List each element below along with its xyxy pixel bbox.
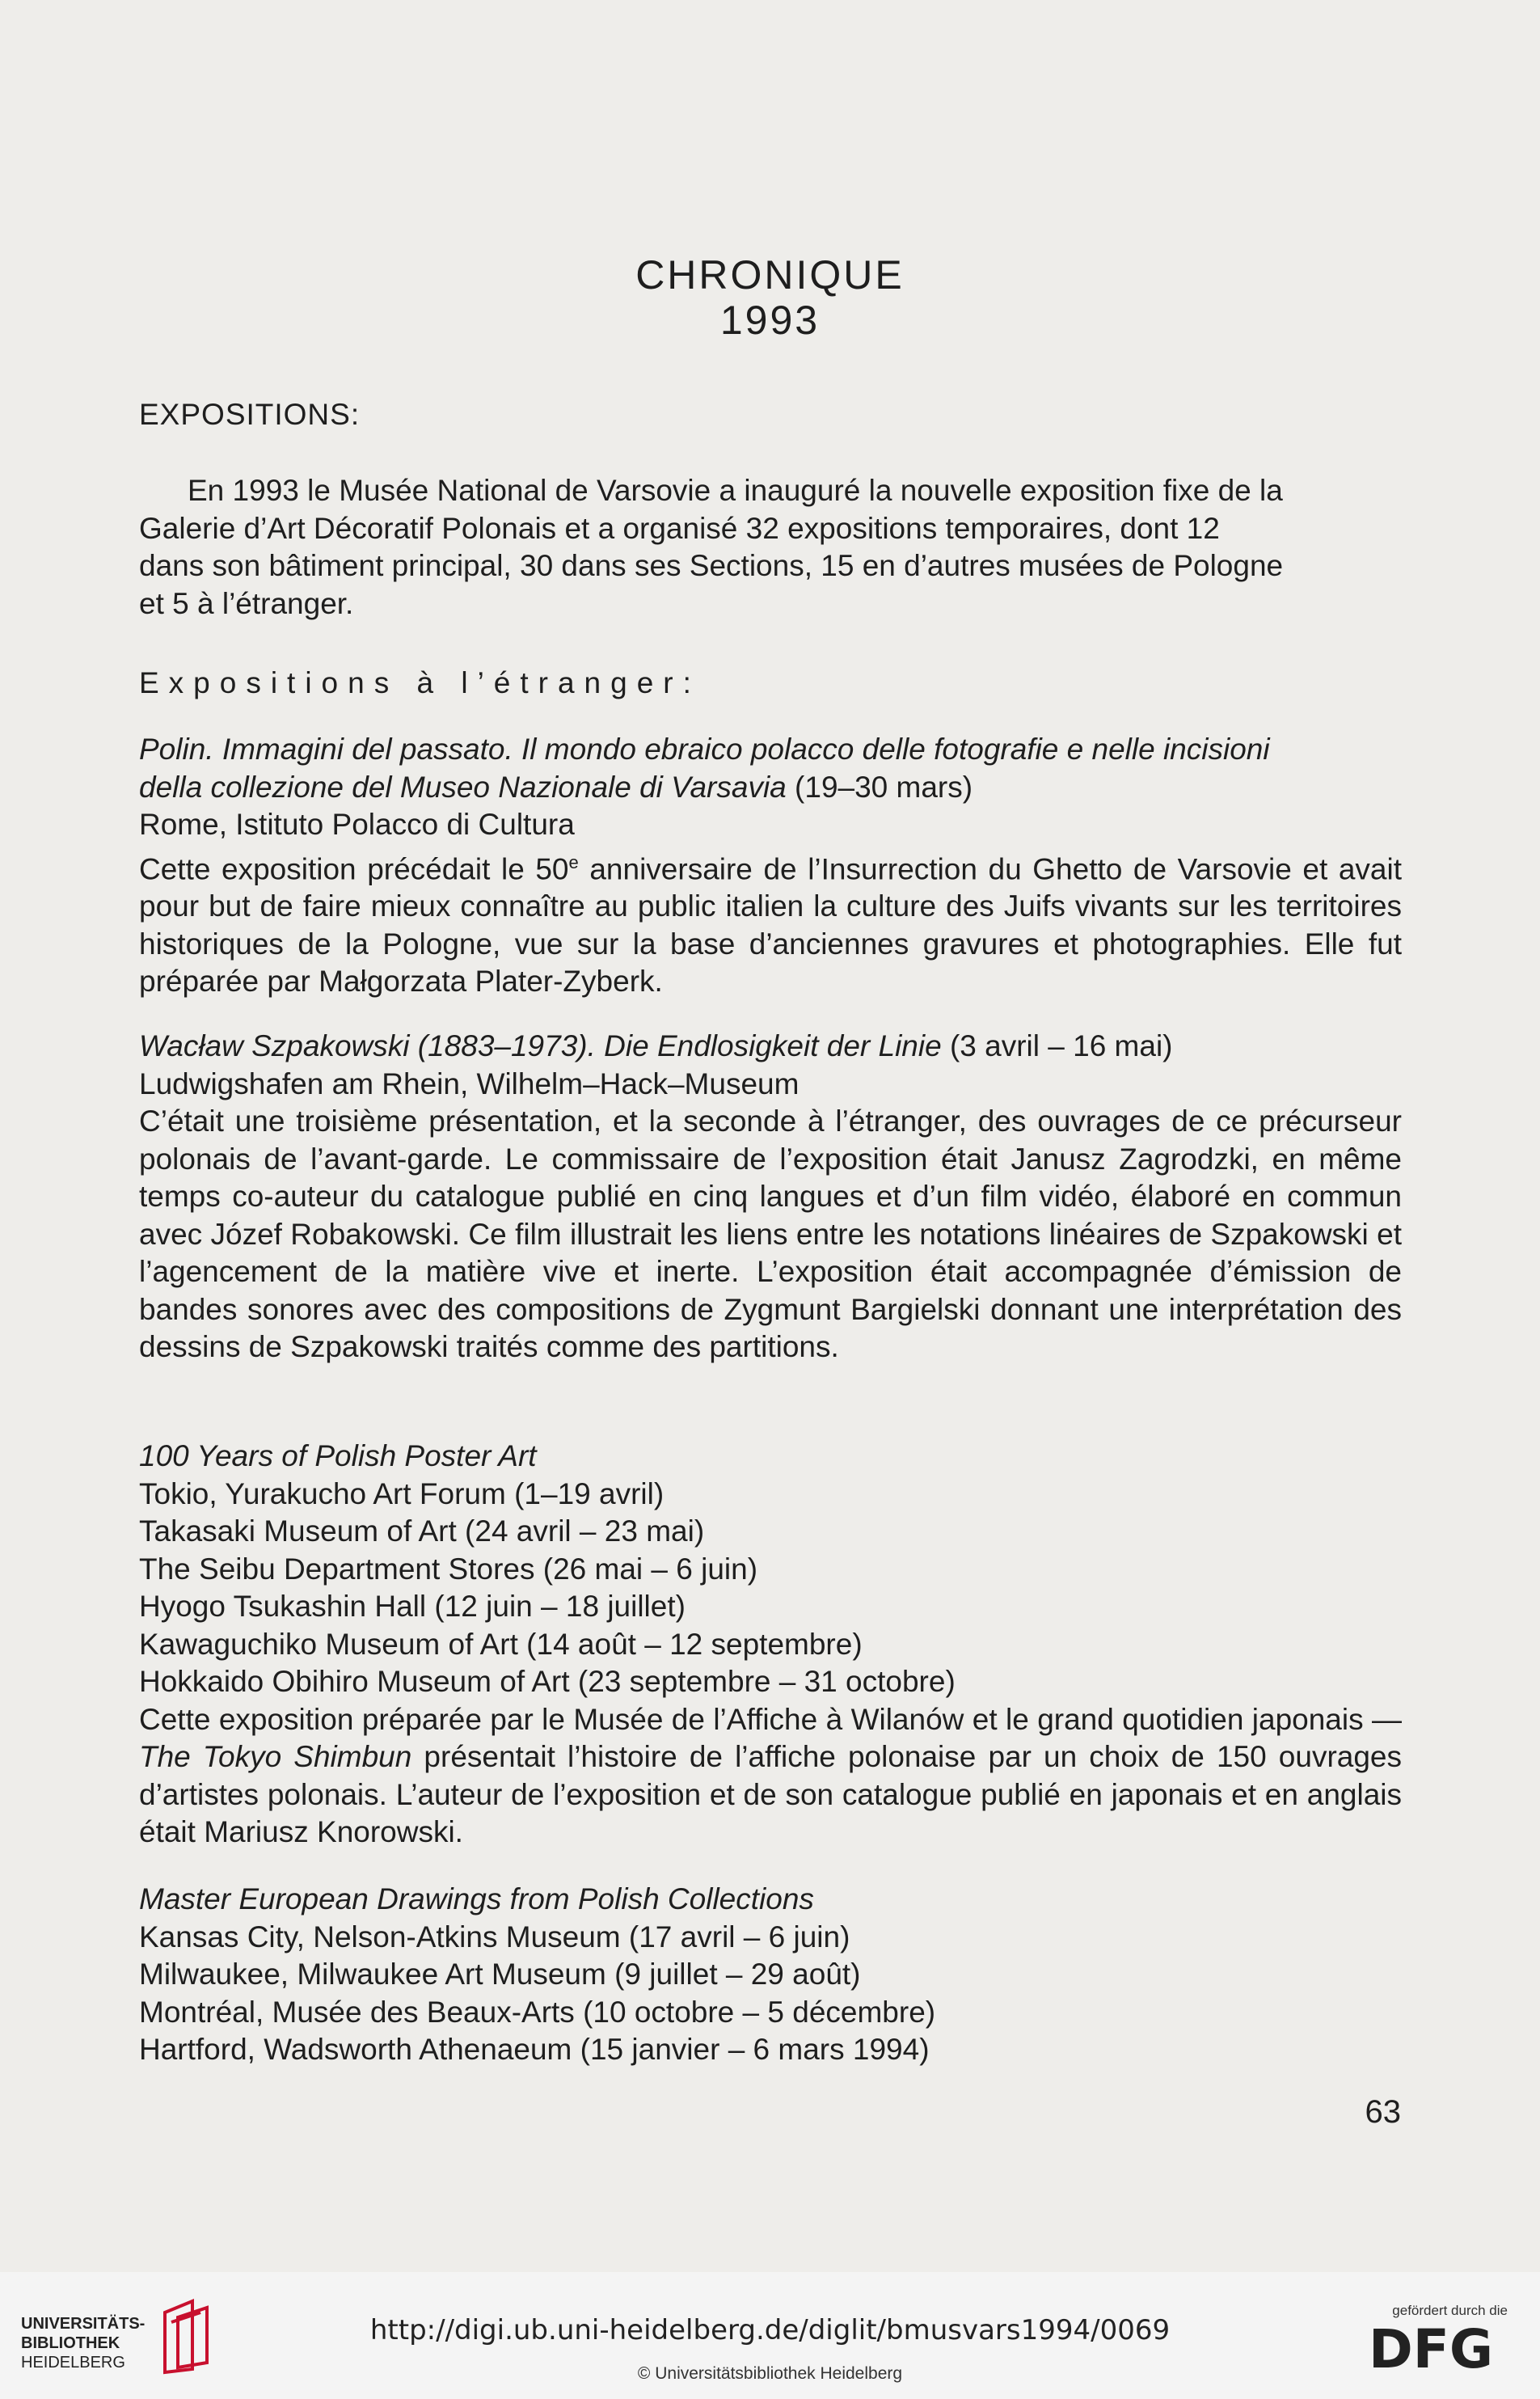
exhibit-venue: Montréal, Musée des Beaux-Arts (10 octobre – 5 décembre) bbox=[139, 1995, 936, 2029]
exhibit-title: 100 Years of Polish Poster Art bbox=[139, 1439, 537, 1472]
exhibit-venue: Milwaukee, Milwaukee Art Museum (9 juillet – 29 août) bbox=[139, 1958, 861, 1991]
intro-line: dans son bâtiment principal, 30 dans ses Sections, 15 en d’autres musées de Pologne bbox=[139, 549, 1284, 582]
exhibit-description: Cette exposition précédait le 50e anniversaire de l’Insurrection du Ghetto de Varsovie et avait pour but de faire mieux connaître au public italien la culture des Juifs vivants sur les territoires historiques de la Pologne, vue sur la base d’anciennes gravures et photographies. Elle fut préparée par Małgorzata Plater-Zyberk. bbox=[139, 851, 1403, 999]
exhibit-venue: Hartford, Wadsworth Athenaeum (15 janvier – 6 mars 1994) bbox=[139, 2033, 930, 2066]
exhibit-title: Wacław Szpakowski (1883–1973). Die Endlosigkeit der Linie bbox=[139, 1029, 942, 1062]
intro-paragraph bbox=[139, 472, 1402, 623]
intro-line: Galerie d’Art Décoratif Polonais et a organisé 32 expositions temporaires, dont 12 bbox=[139, 511, 1220, 545]
subheading-abroad: Expositions à l’étranger: bbox=[139, 666, 701, 699]
exhibit-description: Cette exposition préparée par le Musée de l’Affiche à Wilanów et le grand quotidien japonais — The Tokyo Shimbun présentait l’histoire de l’affiche polonaise par un choix de 150 ouvrages d’artistes polonais. L’auteur de l’exposition et de son catalogue publié en japonais et en anglais était Mariusz Knorowski. bbox=[139, 1702, 1403, 1848]
page-number: 63 bbox=[1365, 2094, 1401, 2130]
permalink-url[interactable]: http://digi.ub.uni-heidelberg.de/diglit/bmusvars1994/0069 bbox=[369, 2314, 1171, 2346]
exhibit-poster-art bbox=[139, 1438, 1402, 1852]
dfg-logo-icon[interactable] bbox=[1369, 2322, 1511, 2376]
exhibit-title: Polin. Immagini del passato. Il mondo ebraico polacco delle fotografie e nelle incisioni bbox=[139, 733, 1270, 766]
exhibit-title: Master European Drawings from Polish Collections bbox=[139, 1882, 814, 1915]
exhibit-venue: Rome, Istituto Polacco di Cultura bbox=[139, 808, 575, 841]
exhibit-venue: Tokio, Yurakucho Art Forum (1–19 avril) bbox=[139, 1476, 665, 1510]
exhibit-venue: Kawaguchiko Museum of Art (14 août – 12 septembre) bbox=[139, 1627, 863, 1661]
exhibit-venue: Hokkaido Obihiro Museum of Art (23 septembre – 31 octobre) bbox=[139, 1665, 956, 1698]
page-year: 1993 bbox=[719, 298, 821, 343]
intro-line: En 1993 le Musée National de Varsovie a inauguré la nouvelle exposition fixe de la bbox=[188, 474, 1283, 507]
intro-line: et 5 à l’étranger. bbox=[139, 586, 354, 620]
exhibit-venue: Ludwigshafen am Rhein, Wilhelm–Hack–Museum bbox=[139, 1066, 800, 1100]
exhibit-szpakowski bbox=[139, 1028, 1402, 1366]
library-name[interactable]: UNIVERSITÄTS- BIBLIOTHEK HEIDELBERG bbox=[21, 2315, 146, 2372]
dfg-logo-text: DFG bbox=[1369, 2322, 1494, 2372]
exhibit-master-drawings bbox=[139, 1881, 1402, 2069]
exhibit-dates: (3 avril – 16 mai) bbox=[941, 1029, 1173, 1062]
exhibit-polin bbox=[139, 731, 1402, 1001]
funded-by-label: gefördert durch die bbox=[1392, 2303, 1508, 2318]
exhibit-dates: (19–30 mars) bbox=[786, 770, 973, 804]
exhibit-title: della collezione del Museo Nazionale di Varsavia bbox=[139, 770, 787, 804]
section-heading: EXPOSITIONS: bbox=[139, 398, 361, 431]
exhibit-description: C’était une troisième présentation, et la seconde à l’étranger, des ouvrages de ce précurseur polonais de l’avant-garde. Le commissaire de l’exposition était Janusz Zagrodzki, en même temps co-auteur du catalogue publié en cinq langues et d’un film vidéo, élaboré en commun avec Józef Robakowski. Ce film illustrait les liens entre les notations linéaires de Szpakowski et l’agencement de la matière vive et inerte. L’exposition était accompagnée d’émission de bandes sonores avec des compositions de Zygmunt Bargielski donnant une interprétation des dessins de Szpakowski traités comme des partitions. bbox=[139, 1104, 1402, 1363]
exhibit-venue: The Seibu Department Stores (26 mai – 6 juin) bbox=[139, 1552, 758, 1586]
exhibit-venue: Kansas City, Nelson-Atkins Museum (17 avril – 6 juin) bbox=[139, 1920, 850, 1953]
exhibit-venue: Hyogo Tsukashin Hall (12 juin – 18 juillet) bbox=[139, 1590, 686, 1623]
exhibit-venue: Takasaki Museum of Art (24 avril – 23 mai) bbox=[139, 1514, 705, 1548]
page-title: CHRONIQUE bbox=[635, 252, 905, 298]
copyright-notice: © Universitätsbibliothek Heidelberg bbox=[637, 2364, 903, 2383]
